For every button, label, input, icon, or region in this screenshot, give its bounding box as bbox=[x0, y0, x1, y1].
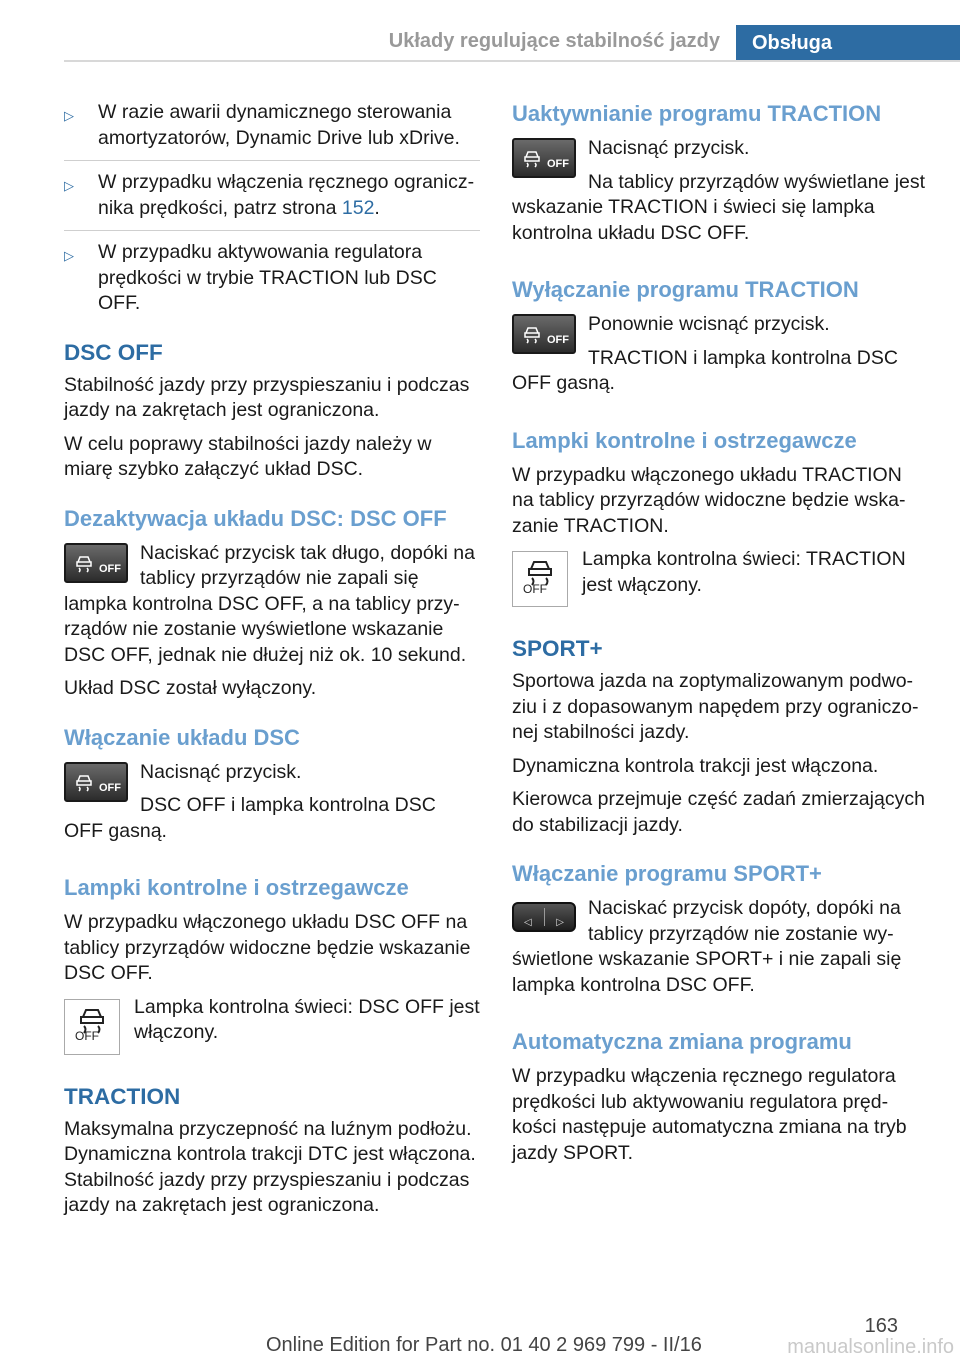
list-item bbox=[64, 170, 480, 221]
subheading-deactivate-dsc: Dezaktywacja układu DSC: DSC OFF bbox=[64, 505, 447, 531]
left-column bbox=[64, 100, 480, 1227]
paragraph: Naciskać przycisk tak długo, dopóki na tablicy przyrządów nie zapali się lampka kontrolna DSC OFF, a na tablicy przyrządów nie zostanie wyświetlone wskazanie DSC OFF, jednak nie dłużej niż ok. 10 sekund. bbox=[64, 541, 475, 666]
paragraph: Dynamiczna kontrola trakcji jest włączona. bbox=[512, 754, 879, 777]
paragraph: W przypadku włączenia ręcznego regulatora prędkości lub aktywowaniu regulatora prędkości następuje automatyczna zmiana na tryb jazdy SPORT. bbox=[512, 1065, 907, 1164]
list-item bbox=[64, 100, 480, 151]
paragraph: Lampka kontrolna świeci: DSC OFF jest włączony. bbox=[134, 995, 480, 1043]
page-link[interactable]: 152 bbox=[341, 196, 375, 219]
subheading-warning-lamps: Lampki kontrolne i ostrzegawcze bbox=[512, 427, 857, 453]
right-column bbox=[512, 100, 926, 1174]
dsc-off-indicator-lamp-icon bbox=[64, 999, 120, 1055]
section-heading-dsc-off: DSC OFF bbox=[64, 339, 163, 365]
paragraph: Układ DSC został wyłączony. bbox=[64, 677, 317, 699]
list-item-text: W przypadku aktywowania regulatora prędkości w trybie TRACTION lub DSC OFF. bbox=[98, 241, 437, 314]
subheading-deactivate-traction: Wyłączanie programu TRACTION bbox=[512, 277, 859, 302]
edition-footer: Online Edition for Part no. 01 40 2 969 799 - II/16 bbox=[266, 1334, 702, 1356]
list-item-text-start: W przypadku włączenia ręcznego ogranicznika prędkości, patrz strona bbox=[98, 171, 475, 219]
lamp-off-label: OFF bbox=[75, 1029, 99, 1043]
subheading-automatic-program-change: Automatyczna zmiana programu bbox=[512, 1029, 852, 1054]
section-heading-sport-plus: SPORT+ bbox=[512, 636, 603, 661]
drive-mode-rocker-icon bbox=[512, 902, 576, 932]
paragraph: Nacisnąć przycisk. bbox=[140, 760, 302, 783]
header-divider bbox=[64, 60, 960, 62]
paragraph: Kierowca przejmuje część zadań zmierzających do stabilizacji jazdy. bbox=[512, 788, 925, 836]
section-heading-traction: TRACTION bbox=[64, 1083, 181, 1109]
triangle-bullet-icon: ▷ bbox=[64, 108, 74, 123]
paragraph: Nacisnąć przycisk. bbox=[588, 137, 750, 159]
rocker-right-arrow-icon: ▷ bbox=[556, 917, 564, 928]
subheading-activate-traction: Uaktywnianie programu TRACTION bbox=[512, 101, 882, 126]
car-skid-icon bbox=[74, 772, 94, 792]
paragraph: W celu poprawy stabilności jazdy należy w miarę szybko załączyć układ DSC. bbox=[64, 432, 432, 480]
paragraph: Naciskać przycisk dopóty, dopóki na tablicy przyrządów nie zostanie wyświetlone wskazanie SPORT+ i nie zapali się lampka kontrolna DSC OFF. bbox=[512, 897, 902, 996]
button-off-label: OFF bbox=[99, 562, 121, 575]
paragraph: Stabilność jazdy przy przyspieszaniu i podczas jazdy na zakrętach jest ograniczona. bbox=[64, 373, 470, 421]
triangle-bullet-icon: ▷ bbox=[64, 248, 74, 263]
dsc-off-button-icon bbox=[512, 138, 576, 178]
button-off-label: OFF bbox=[547, 158, 569, 170]
dsc-off-indicator-lamp-icon bbox=[512, 551, 568, 607]
car-skid-icon bbox=[522, 324, 542, 344]
paragraph: W przypadku włączonego układu DSC OFF na tablicy przyrządów widoczne będzie wskazanie DSC OFF. bbox=[64, 911, 471, 984]
paragraph: Lampka kontrolna świeci: TRACTION jest włączony. bbox=[582, 548, 906, 596]
page-number: 163 bbox=[864, 1315, 898, 1337]
subheading-activate-sport-plus: Włączanie programu SPORT+ bbox=[512, 861, 822, 886]
dsc-off-button-icon bbox=[64, 543, 128, 583]
paragraph: Maksymalna przyczepność na luźnym podłożu. Dynamiczna kontrola trakcji DTC jest włączona. Stabilność jazdy przy przyspieszaniu i podczas jazdy na zakrętach jest ograniczona. bbox=[64, 1117, 476, 1216]
subheading-warning-lamps: Lampki kontrolne i ostrzegawcze bbox=[64, 875, 409, 900]
list-divider bbox=[64, 230, 480, 231]
paragraph: Ponownie wcisnąć przycisk. bbox=[588, 313, 830, 335]
list-item bbox=[64, 240, 480, 317]
button-off-label: OFF bbox=[547, 334, 569, 346]
list-item-text: W razie awarii dynamicznego sterowania amortyzatorów, Dynamic Drive lub xDrive. bbox=[98, 101, 460, 149]
paragraph: W przypadku włączonego układu TRACTION na tablicy przyrządów widoczne będzie wskazanie TRACTION. bbox=[512, 463, 906, 537]
paragraph: Na tablicy przyrządów wyświetlane jest wskazanie TRACTION i świeci się lampka kontrolna układu DSC OFF. bbox=[512, 170, 926, 244]
list-item-text-end: . bbox=[374, 196, 380, 219]
rocker-left-arrow-icon: ◁ bbox=[524, 917, 532, 928]
list-item-text bbox=[98, 170, 480, 221]
running-header-section: Układy regulujące stabilność jazdy bbox=[388, 30, 720, 52]
list-divider bbox=[64, 160, 480, 161]
car-skid-icon bbox=[522, 148, 542, 168]
paragraph: TRACTION i lampka kontrolna DSC OFF gasną. bbox=[512, 346, 898, 394]
watermark: manualsonline.info bbox=[787, 1336, 954, 1358]
paragraph: DSC OFF i lampka kontrolna DSC OFF gasną. bbox=[64, 794, 436, 842]
lamp-off-label: OFF bbox=[523, 581, 547, 596]
header-tab-label: Obsługa bbox=[752, 31, 833, 54]
paragraph: Sportowa jazda na zoptymalizowanym podwoziu i z dopasowanym napędem przy ograniczonej stabilności jazdy. bbox=[512, 670, 919, 743]
subheading-activate-dsc: Włączanie układu DSC bbox=[64, 724, 300, 750]
running-header-tab bbox=[736, 25, 960, 61]
dsc-off-button-icon bbox=[512, 314, 576, 354]
button-off-label: OFF bbox=[99, 781, 121, 794]
dsc-off-button-icon bbox=[64, 762, 128, 802]
triangle-bullet-icon: ▷ bbox=[64, 178, 74, 193]
car-skid-icon bbox=[74, 553, 94, 573]
